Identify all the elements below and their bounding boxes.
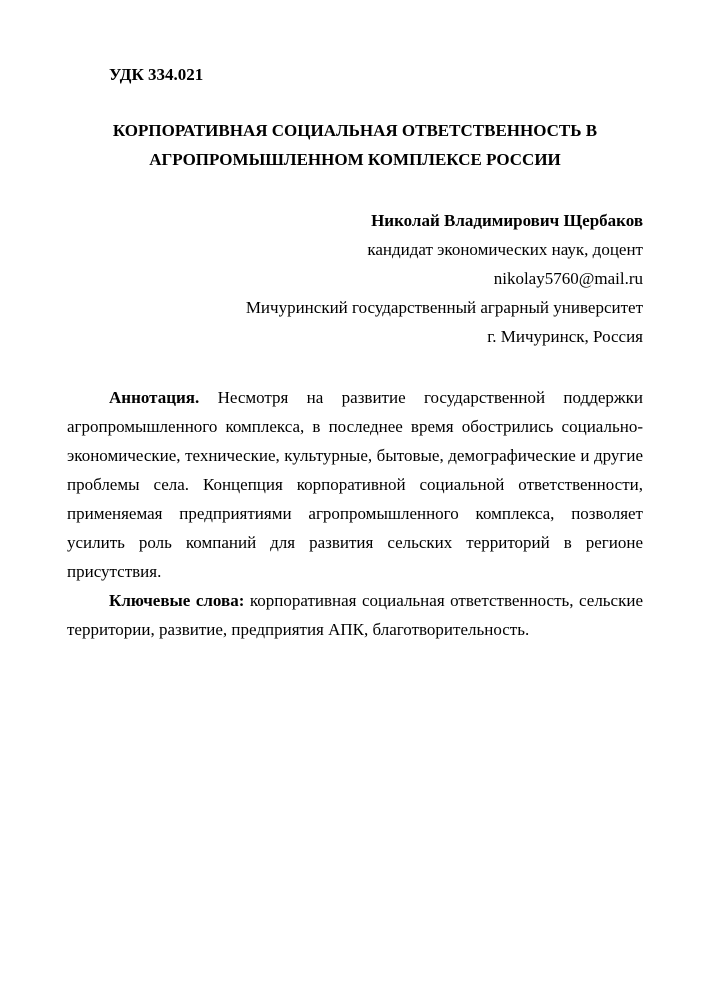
keywords-text: корпоративная социальная ответственность, сельские территории, развитие, предприятия АПК, благотворительность. bbox=[67, 591, 644, 639]
article-title-line-1: КОРПОРАТИВНАЯ СОЦИАЛЬНАЯ ОТВЕТСТВЕННОСТЬ В bbox=[112, 121, 598, 140]
author-degree: кандидат экономических наук, доцент bbox=[367, 240, 643, 259]
author-name: Николай Владимирович Щербаков bbox=[371, 211, 643, 230]
article-title bbox=[67, 116, 643, 174]
article-title-line-2: АГРОПРОМЫШЛЕННОМ КОМПЛЕКСЕ РОССИИ bbox=[149, 150, 561, 169]
abstract-label: Аннотация. bbox=[109, 388, 200, 407]
keywords-label: Ключевые слова: bbox=[109, 591, 245, 610]
udc-code: УДК 334.021 bbox=[109, 65, 204, 84]
abstract-paragraph bbox=[67, 383, 643, 586]
author-email: nikolay5760@mail.ru bbox=[493, 269, 643, 288]
author-location: г. Мичуринск, Россия bbox=[487, 327, 643, 346]
article-body bbox=[67, 383, 643, 644]
author-affiliation: Мичуринский государственный аграрный университет bbox=[245, 298, 643, 317]
author-block bbox=[67, 206, 643, 351]
keywords-paragraph bbox=[67, 586, 643, 644]
abstract-text: Несмотря на развитие государственной поддержки агропромышленного комплекса, в последнее время обострились социально-экономические, технические, культурные, бытовые, демографические и другие проблемы села. Концепция корпоративной социальной ответственности, применяемая предприятиями агропромышленного комплекса, позволяет усилить роль компаний для развития сельских территорий в регионе присутствия. bbox=[67, 388, 643, 581]
